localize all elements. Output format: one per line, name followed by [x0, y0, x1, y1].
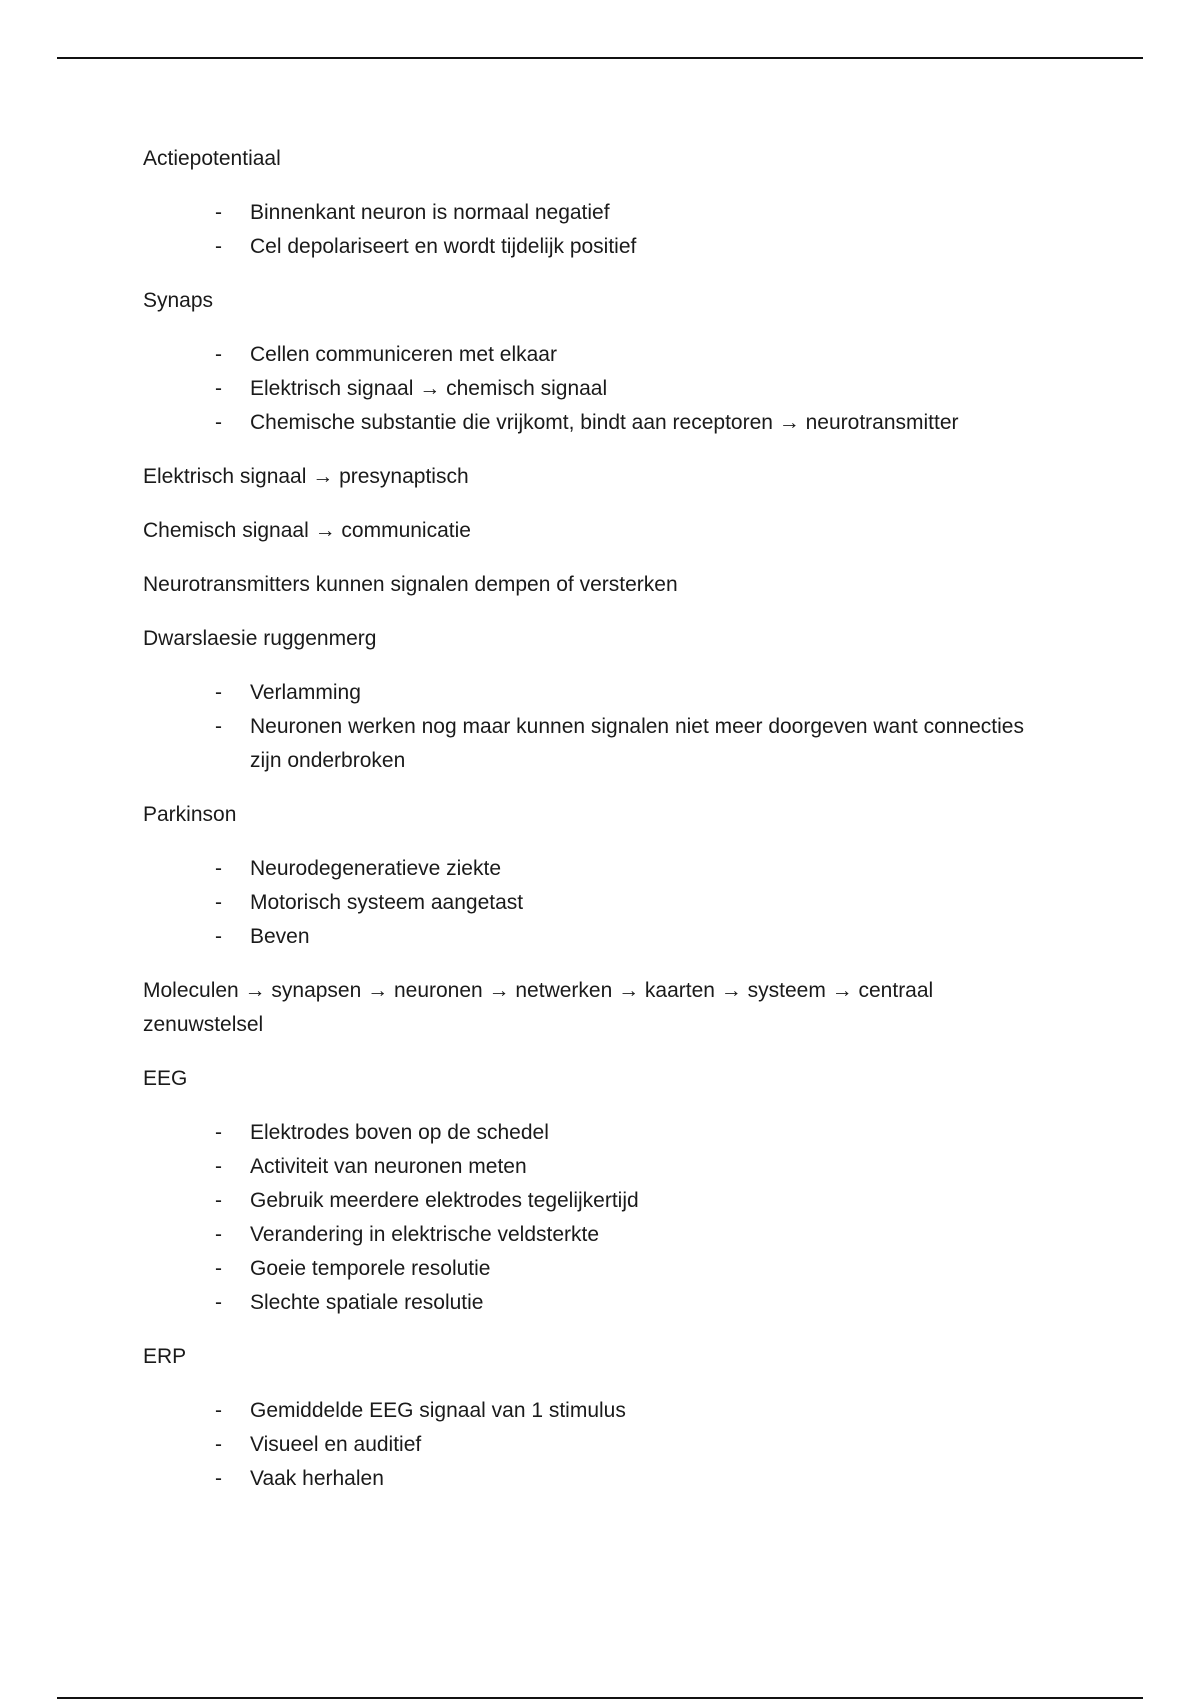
bullet-dash: -	[215, 1467, 222, 1490]
bullet-dash: -	[215, 715, 222, 738]
paragraph-elektrisch: Elektrisch signaal → presynaptisch	[143, 465, 469, 488]
bullet-dash: -	[215, 1433, 222, 1456]
list-item: - Gemiddelde EEG signaal van 1 stimulus	[143, 1394, 1043, 1428]
list-actiepotentiaal	[143, 196, 1043, 264]
bullet-dash: -	[215, 201, 222, 224]
bullet-dash: -	[215, 411, 222, 434]
bullet-dash: -	[215, 377, 222, 400]
bullet-dash: -	[215, 857, 222, 880]
list-item: - Motorisch systeem aangetast	[143, 886, 1043, 920]
list-item: - Neurodegeneratieve ziekte	[143, 852, 1043, 886]
heading-eeg: EEG	[143, 1067, 188, 1090]
document-body	[143, 142, 1043, 1516]
footer-rule	[57, 1697, 1143, 1699]
list-item: - Neuronen werken nog maar kunnen signalen niet meer doorgeven want connecties zijn onderbroken	[143, 710, 1043, 778]
list-item: - Gebruik meerdere elektrodes tegelijkertijd	[143, 1184, 1043, 1218]
bullet-dash: -	[215, 925, 222, 948]
list-item: - Slechte spatiale resolutie	[143, 1286, 1043, 1320]
list-item: - Verlamming	[143, 676, 1043, 710]
list-item: - Elektrisch signaal → chemisch signaal	[143, 372, 1043, 406]
paragraph-moleculen: Moleculen → synapsen → neuronen → netwerken → kaarten → systeem → centraal zenuwstelsel	[143, 979, 934, 1036]
list-item: - Activiteit van neuronen meten	[143, 1150, 1043, 1184]
list-erp	[143, 1394, 1043, 1496]
list-item: - Cel depolariseert en wordt tijdelijk positief	[143, 230, 1043, 264]
bullet-dash: -	[215, 1399, 222, 1422]
list-item: - Cellen communiceren met elkaar	[143, 338, 1043, 372]
list-item: - Visueel en auditief	[143, 1428, 1043, 1462]
list-item: - Goeie temporele resolutie	[143, 1252, 1043, 1286]
list-item: - Verandering in elektrische veldsterkte	[143, 1218, 1043, 1252]
bullet-dash: -	[215, 681, 222, 704]
list-dwarslaesie	[143, 676, 1043, 778]
list-item: - Binnenkant neuron is normaal negatief	[143, 196, 1043, 230]
paragraph-neurotransmitters: Neurotransmitters kunnen signalen dempen of versterken	[143, 573, 678, 596]
bullet-dash: -	[215, 343, 222, 366]
paragraph-chemisch: Chemisch signaal → communicatie	[143, 519, 471, 542]
header-rule	[57, 57, 1143, 59]
bullet-dash: -	[215, 891, 222, 914]
list-parkinson	[143, 852, 1043, 954]
bullet-dash: -	[215, 1291, 222, 1314]
list-item: - Chemische substantie die vrijkomt, bindt aan receptoren → neurotransmitter	[143, 406, 1043, 440]
list-item: - Vaak herhalen	[143, 1462, 1043, 1496]
heading-actiepotentiaal: Actiepotentiaal	[143, 147, 281, 170]
list-synaps	[143, 338, 1043, 440]
list-item: - Elektrodes boven op de schedel	[143, 1116, 1043, 1150]
list-eeg	[143, 1116, 1043, 1320]
bullet-dash: -	[215, 1257, 222, 1280]
bullet-dash: -	[215, 1155, 222, 1178]
heading-dwarslaesie: Dwarslaesie ruggenmerg	[143, 627, 377, 650]
bullet-dash: -	[215, 235, 222, 258]
list-item: - Beven	[143, 920, 1043, 954]
heading-synaps: Synaps	[143, 289, 214, 312]
bullet-dash: -	[215, 1223, 222, 1246]
heading-parkinson: Parkinson	[143, 803, 237, 826]
bullet-dash: -	[215, 1121, 222, 1144]
bullet-dash: -	[215, 1189, 222, 1212]
heading-erp: ERP	[143, 1345, 187, 1368]
